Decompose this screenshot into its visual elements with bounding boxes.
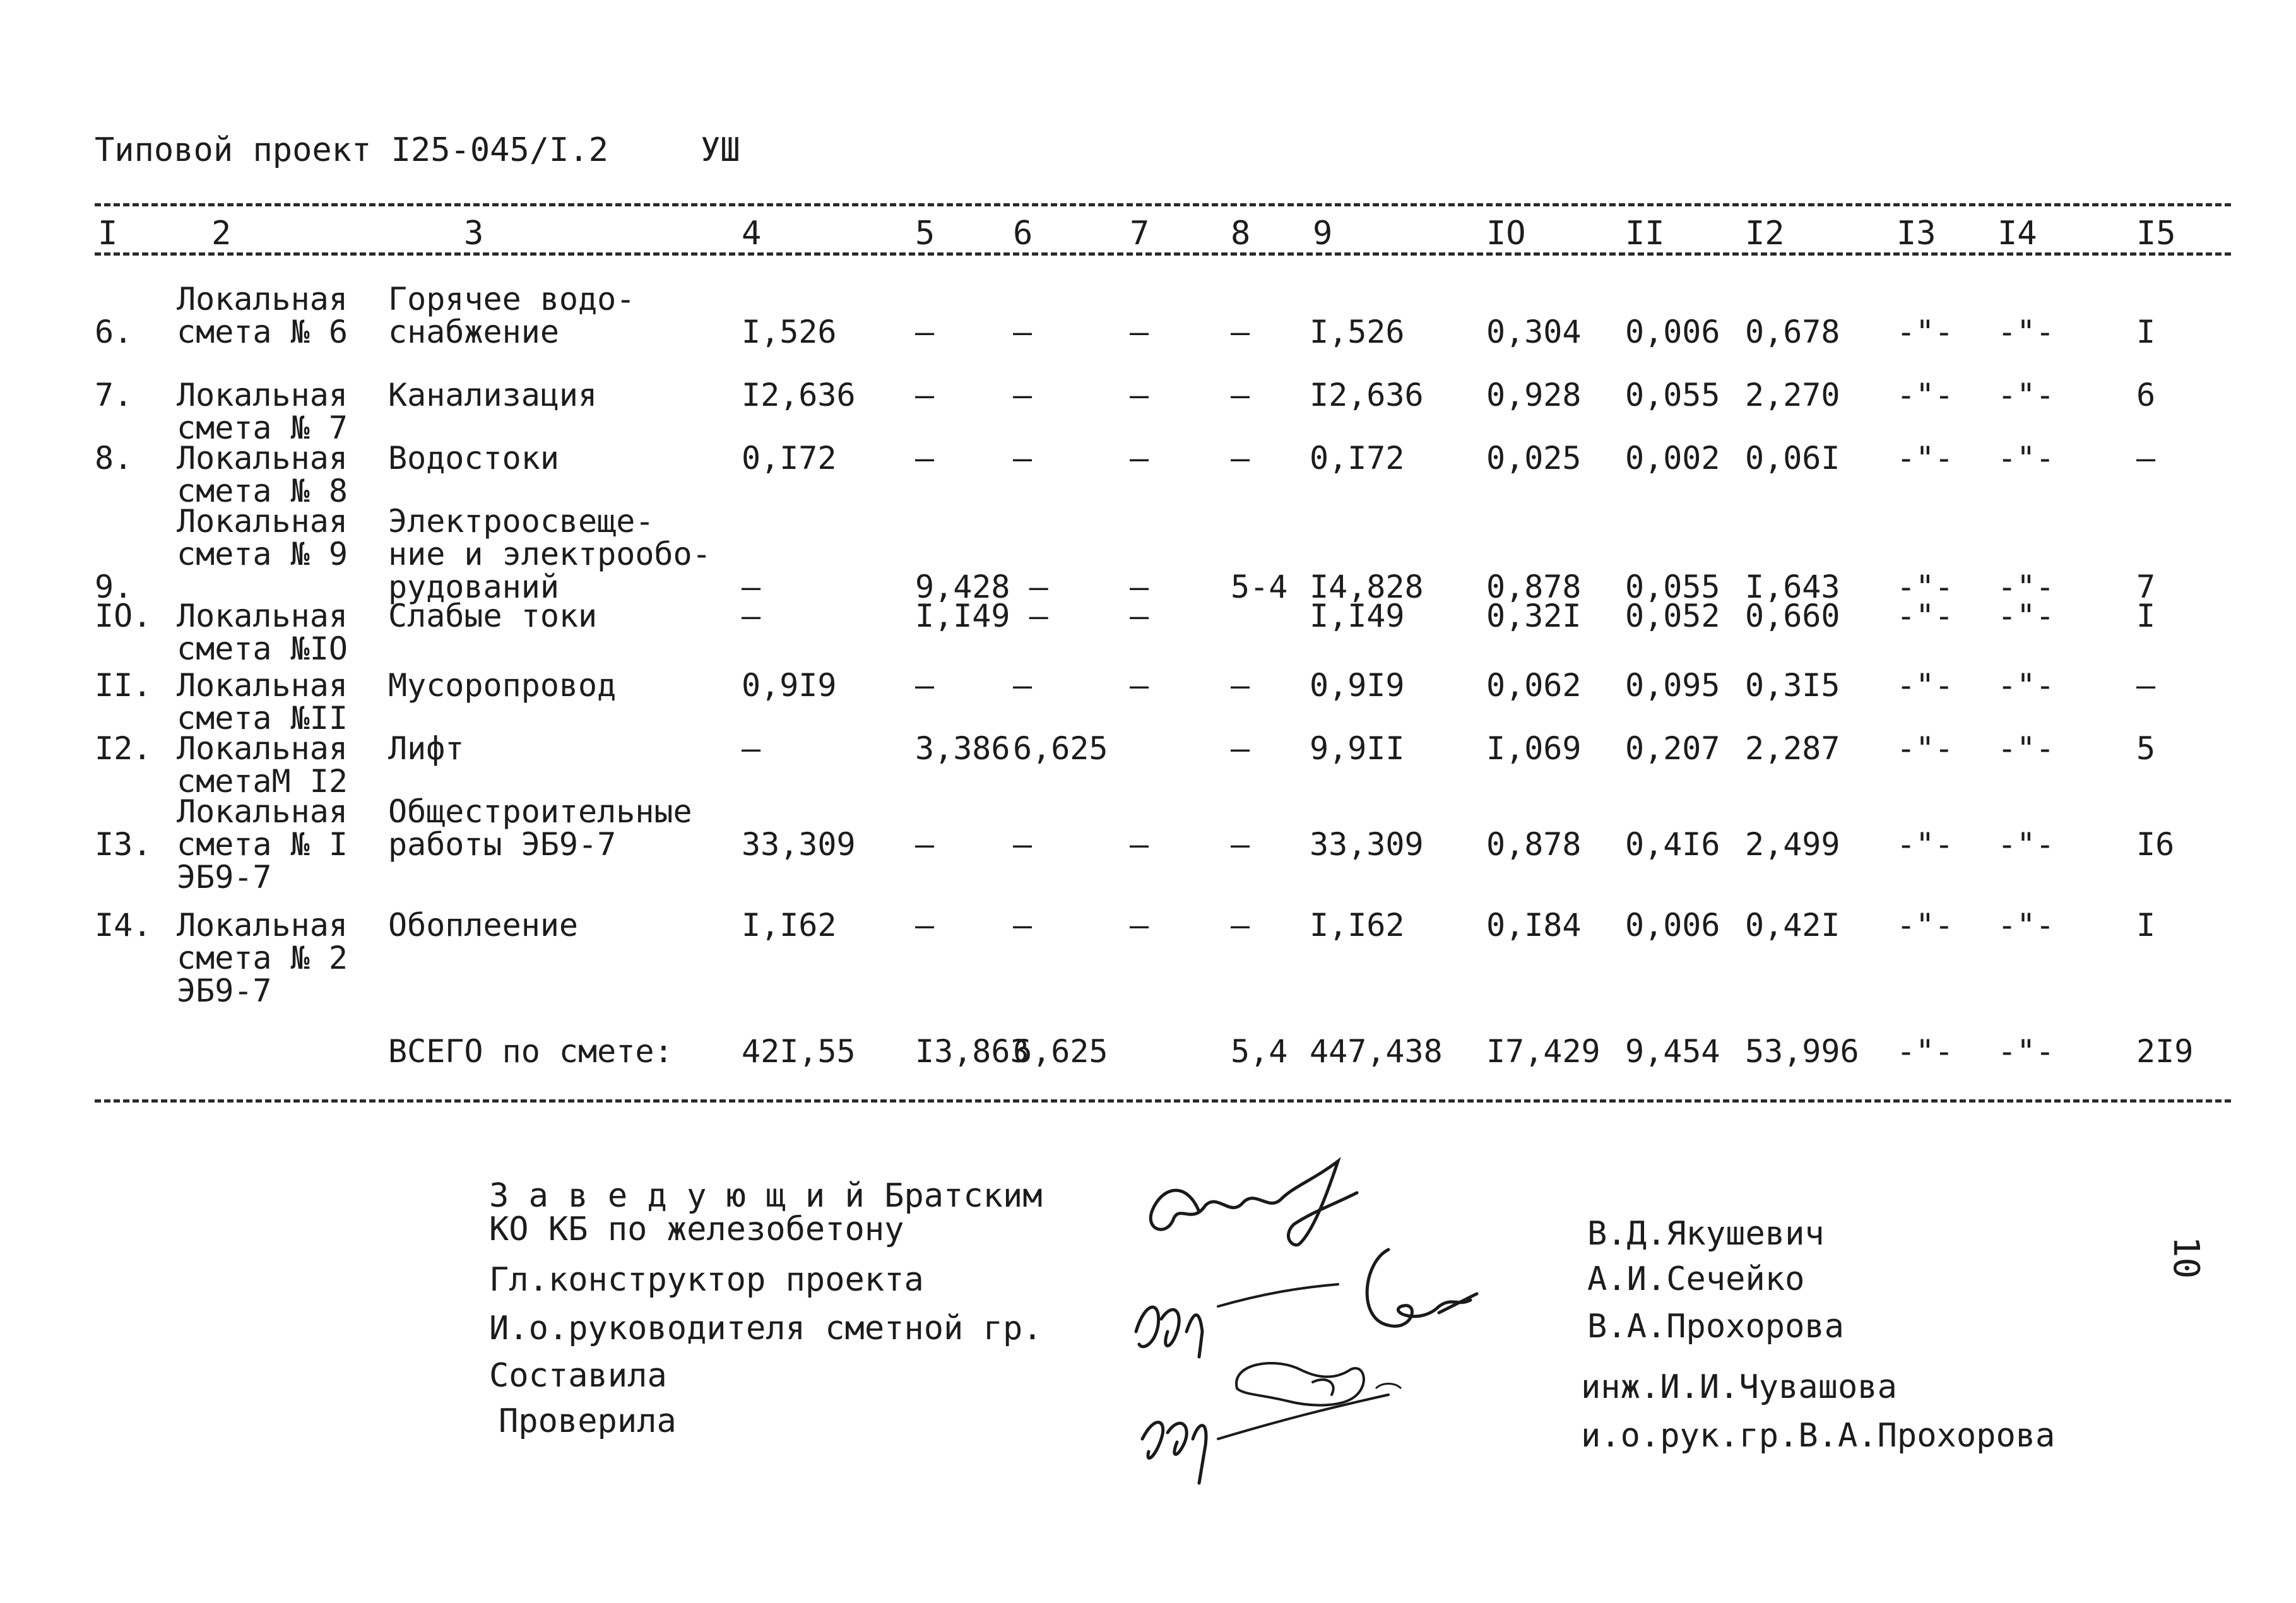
value-c11: 0,052 (1625, 598, 1720, 634)
value-c8: – (1231, 907, 1250, 943)
work-description-line: ние и электрообо- (388, 536, 711, 572)
column-number: I4 (1997, 215, 2037, 252)
value-c9: I,526 (1310, 314, 1405, 350)
value-c11: 0,006 (1625, 314, 1720, 350)
work-description-line: Водостоки (388, 440, 559, 476)
signoff-name: инж.И.И.Чувашова (1581, 1368, 1897, 1406)
estimate-name-line: Локальная (177, 730, 348, 767)
signoff-name: В.Д.Якушевич (1587, 1215, 1825, 1253)
value-c10: 0,928 (1486, 377, 1582, 413)
column-number: 4 (742, 215, 762, 252)
value-c14: -"- (1997, 826, 2055, 863)
value-c13: -"- (1897, 667, 1954, 704)
estimate-name-line: Локальная (177, 377, 348, 413)
value-c4: 33,309 (742, 826, 856, 863)
total-c11: 9,454 (1625, 1033, 1720, 1070)
value-c4: I2,636 (742, 377, 856, 413)
value-c10: 0,304 (1486, 314, 1582, 350)
total-c14: -"- (1997, 1033, 2055, 1070)
value-c15: I (2136, 907, 2156, 943)
work-description-line: Обоплеение (388, 907, 579, 943)
column-number: II (1625, 215, 1665, 252)
value-c11: 0,002 (1625, 440, 1720, 476)
total-c6: 6,625 (1013, 1033, 1108, 1070)
work-description-line: Мусоропровод (388, 667, 617, 704)
value-c15: 7 (2136, 569, 2156, 605)
value-c5: – (915, 907, 935, 943)
value-c9: I4,828 (1310, 569, 1424, 605)
column-number: 6 (1013, 215, 1033, 252)
estimate-name-line: Локальная (177, 598, 348, 634)
value-c8: – (1231, 314, 1250, 350)
value-c11: 0,095 (1625, 667, 1720, 704)
estimate-name-line: смета № 7 (177, 410, 348, 446)
estimate-name-line: Локальная (177, 440, 348, 476)
row-number: 9. (95, 569, 133, 605)
column-number: 3 (464, 215, 484, 252)
value-c8: – (1231, 730, 1250, 767)
row-number: II. (95, 667, 152, 704)
work-description-line: Канализация (388, 377, 598, 413)
value-c10: 0,878 (1486, 569, 1582, 605)
value-c10: 0,32I (1486, 598, 1582, 634)
signoff-role: З а в е д у ю щ и й Братским (489, 1177, 1043, 1215)
value-c14: -"- (1997, 598, 2055, 634)
value-c14: -"- (1997, 377, 2055, 413)
value-c14: -"- (1997, 440, 2055, 476)
value-c9: I,I62 (1310, 907, 1405, 943)
value-c4: I,526 (742, 314, 837, 350)
value-c10: 0,878 (1486, 826, 1582, 863)
estimate-name-line: смета №II (177, 700, 348, 736)
value-c14: -"- (1997, 730, 2055, 767)
column-number: I2 (1745, 215, 1785, 252)
estimate-name-line: смета № I (177, 826, 348, 863)
page-number: 10 (2165, 1236, 2207, 1279)
estimate-name-line: смета №IO (177, 630, 348, 667)
value-c15: – (2136, 440, 2156, 476)
value-c7: – (1130, 826, 1149, 863)
value-c13: -"- (1897, 569, 1954, 605)
column-number: I3 (1897, 215, 1936, 252)
value-c15: I (2136, 314, 2156, 350)
signoff-role: КО КБ по железобетону (489, 1210, 904, 1248)
value-c11: 0,006 (1625, 907, 1720, 943)
estimate-name-line: Локальная (177, 667, 348, 704)
value-c14: -"- (1997, 667, 2055, 704)
value-c9: 9,9II (1310, 730, 1405, 767)
value-c9: I2,636 (1310, 377, 1424, 413)
value-c9: 0,I72 (1310, 440, 1405, 476)
value-c7: – (1130, 377, 1149, 413)
value-c15: 5 (2136, 730, 2156, 767)
value-c13: -"- (1897, 314, 1954, 350)
value-c6: – (1013, 314, 1033, 350)
total-c9: 447,438 (1310, 1033, 1443, 1070)
work-description-line: рудований (388, 569, 559, 605)
value-c15: I6 (2136, 826, 2175, 863)
value-c6: – (1013, 377, 1033, 413)
value-c5: – (915, 314, 935, 350)
work-description-line: Лифт (388, 730, 465, 767)
column-number: 5 (915, 215, 935, 252)
value-c11: 0,207 (1625, 730, 1720, 767)
total-label: ВСЕГО по смете: (388, 1033, 673, 1070)
value-c6: – (1013, 907, 1033, 943)
value-c10: I,069 (1486, 730, 1582, 767)
signoff-role: Составила (489, 1357, 667, 1395)
estimate-name-line: Локальная (177, 503, 348, 540)
value-c7: – (1130, 314, 1149, 350)
value-c7: – (1130, 667, 1149, 704)
value-c5: – (915, 440, 935, 476)
value-c7: – (1130, 440, 1149, 476)
value-c14: -"- (1997, 569, 2055, 605)
value-c5: 3,386 (915, 730, 1010, 767)
signoff-name: и.о.рук.гр.В.А.Прохорова (1581, 1417, 2056, 1455)
estimate-name-line: смета № 6 (177, 314, 348, 350)
estimate-name-line: ЭБ9-7 (177, 859, 272, 896)
value-c11: 0,4I6 (1625, 826, 1720, 863)
project-title: Типовой проект I25-045/I.2 (95, 131, 608, 169)
value-c10: 0,025 (1486, 440, 1582, 476)
value-c13: -"- (1897, 440, 1954, 476)
column-number: 9 (1313, 215, 1333, 252)
estimate-name-line: сметаМ I2 (177, 763, 348, 800)
value-c4: – (742, 730, 761, 767)
estimate-name-line: Локальная (177, 281, 348, 317)
column-number: I5 (2136, 215, 2176, 252)
work-description-line: Слабые токи (388, 598, 598, 634)
column-number: 2 (211, 215, 232, 252)
value-c12: 2,287 (1745, 730, 1840, 767)
work-description-line: Электроосвеще- (388, 503, 654, 540)
value-c7: – (1130, 907, 1149, 943)
row-number: IO. (95, 598, 152, 634)
total-c10: I7,429 (1486, 1033, 1601, 1070)
value-c13: -"- (1897, 377, 1954, 413)
total-c13: -"- (1897, 1033, 1954, 1070)
signoff-role: И.о.руководителя сметной гр. (489, 1310, 1043, 1347)
estimate-name-line: ЭБ9-7 (177, 973, 272, 1009)
value-c13: -"- (1897, 598, 1954, 634)
value-c6: 6,625 (1013, 730, 1108, 767)
work-description-line: снабжение (388, 314, 559, 350)
value-c12: 2,270 (1745, 377, 1840, 413)
bottom-rule (95, 1099, 2231, 1103)
value-c15: I (2136, 598, 2156, 634)
total-c8: 5,4 (1231, 1033, 1288, 1070)
value-c4: 0,9I9 (742, 667, 837, 704)
work-description-line: работы ЭБ9-7 (388, 826, 617, 863)
row-number: 6. (95, 314, 133, 350)
value-c4: – (742, 569, 761, 605)
value-c9: 0,9I9 (1310, 667, 1405, 704)
signoff-role: Проверила (499, 1402, 677, 1440)
estimate-name-line: смета № 2 (177, 940, 348, 976)
work-description-line: Общестроительные (388, 793, 692, 830)
value-c10: 0,I84 (1486, 907, 1582, 943)
value-c8: – (1231, 667, 1250, 704)
signoff-role: Гл.конструктор проекта (489, 1261, 924, 1299)
value-c12: 0,678 (1745, 314, 1840, 350)
value-c14: -"- (1997, 314, 2055, 350)
value-c4: 0,I72 (742, 440, 837, 476)
value-c11: 0,055 (1625, 569, 1720, 605)
value-c13: -"- (1897, 826, 1954, 863)
value-c10: 0,062 (1486, 667, 1582, 704)
value-c5: I,I49 – (915, 598, 1048, 634)
value-c9: 33,309 (1310, 826, 1424, 863)
value-c15: – (2136, 667, 2156, 704)
value-c12: 0,06I (1745, 440, 1840, 476)
estimate-name-line: смета № 9 (177, 536, 348, 572)
value-c6: – (1013, 667, 1033, 704)
row-number: I3. (95, 826, 152, 863)
value-c14: -"- (1997, 907, 2055, 943)
column-number: I (98, 215, 118, 252)
value-c11: 0,055 (1625, 377, 1720, 413)
value-c12: 0,42I (1745, 907, 1840, 943)
value-c4: – (742, 598, 761, 634)
value-c15: 6 (2136, 377, 2156, 413)
row-number: I4. (95, 907, 152, 943)
total-c5: I3,863 (915, 1033, 1029, 1070)
row-number: 7. (95, 377, 133, 413)
section-label: УШ (701, 131, 740, 169)
row-number: I2. (95, 730, 152, 767)
value-c12: 2,499 (1745, 826, 1840, 863)
value-c5: – (915, 377, 935, 413)
work-description-line: Горячее водо- (388, 281, 636, 317)
column-number: 7 (1130, 215, 1150, 252)
signoff-name: А.И.Сечейко (1587, 1260, 1805, 1298)
estimate-name-line: Локальная (177, 907, 348, 943)
value-c13: -"- (1897, 907, 1954, 943)
value-c5: – (915, 826, 935, 863)
value-c12: 0,660 (1745, 598, 1840, 634)
column-number: 8 (1231, 215, 1251, 252)
value-c12: I,643 (1745, 569, 1840, 605)
value-c6: – (1013, 440, 1033, 476)
value-c8: 5-4 (1231, 569, 1288, 605)
total-c15: 2I9 (2136, 1033, 2194, 1070)
value-c8: – (1231, 440, 1250, 476)
row-number: 8. (95, 440, 133, 476)
value-c12: 0,3I5 (1745, 667, 1840, 704)
value-c5: – (915, 667, 935, 704)
handwritten-signatures (1123, 1142, 1515, 1521)
value-c9: I,I49 (1310, 598, 1405, 634)
value-c6: – (1013, 826, 1033, 863)
value-c7: – (1130, 598, 1149, 634)
total-c12: 53,996 (1745, 1033, 1859, 1070)
column-number: IO (1486, 215, 1526, 252)
signoff-name: В.А.Прохорова (1587, 1308, 1844, 1346)
estimate-name-line: Локальная (177, 793, 348, 830)
value-c7: – (1130, 569, 1149, 605)
estimate-name-line: смета № 8 (177, 473, 348, 509)
value-c5: 9,428 – (915, 569, 1048, 605)
value-c4: I,I62 (742, 907, 837, 943)
total-c4: 42I,55 (742, 1033, 856, 1070)
value-c13: -"- (1897, 730, 1954, 767)
value-c8: – (1231, 826, 1250, 863)
value-c8: – (1231, 377, 1250, 413)
